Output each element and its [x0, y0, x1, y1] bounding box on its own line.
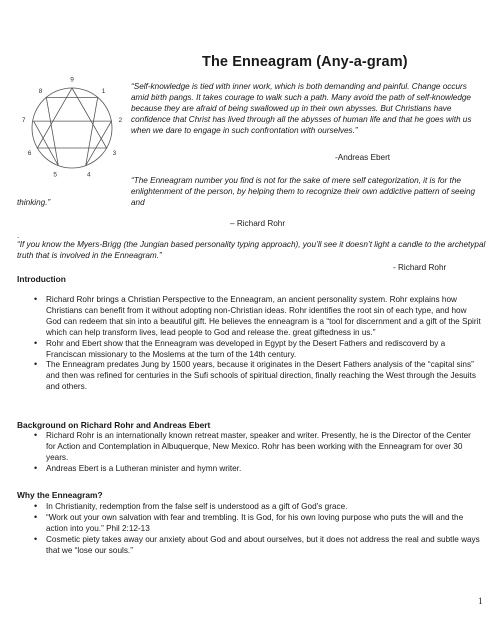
bullet-icon: •	[34, 359, 38, 370]
list-item	[34, 535, 482, 557]
quote-attribution-ebert: -Andreas Ebert	[335, 153, 391, 162]
bullet-icon: •	[34, 511, 38, 522]
bullet-icon: •	[34, 430, 38, 440]
list-item	[34, 431, 482, 464]
background-list	[34, 431, 482, 475]
quote-ebert: “Self-knowledge is tied with inner work, which is both demanding and painful. Change occurs amid birth pangs. It takes courage to walk such a path. Many avoid the path of self-knowledge because they are afraid of being swallowed up in their own abysses. But Christians have confidence that Christ has lived through all the abysses of human life and that he goes with us when we dare to engage in such confrontation with ourselves.”	[131, 82, 472, 135]
list-item	[34, 295, 482, 339]
list-item	[34, 513, 482, 535]
list-item-text: Rohr and Ebert show that the Enneagram was developed in Egypt by the Desert Fathers and rediscoverd by a Franciscan missionary to the Moslems at the turn of the 14th century.	[46, 338, 446, 359]
bullet-icon: •	[34, 337, 38, 348]
enneagram-circle	[32, 88, 112, 168]
enneagram-point-label: 5	[53, 171, 58, 179]
why-list	[34, 502, 482, 557]
quote-attribution-rohr-1: – Richard Rohr	[230, 219, 286, 228]
enneagram-point-label: 9	[70, 76, 74, 84]
list-item-text: Andreas Ebert is a Lutheran minister and hymn writer.	[46, 463, 242, 473]
list-item-text: Richard Rohr is an internationally known retreat master, speaker and writer. Presently, he is the Director of the Center for Action and Contemplation in Albuquerque, New Mexico. Rohr has been working with the Enneagram for over 30 years.	[46, 431, 471, 462]
section-heading-background: Background on Richard Rohr and Andreas Ebert	[17, 420, 211, 430]
quote-rohr-1-part2: thinking.”	[17, 198, 51, 207]
stray-dot: .	[17, 231, 20, 240]
list-item	[34, 502, 482, 513]
introduction-list	[34, 295, 482, 393]
bullet-icon: •	[34, 462, 38, 473]
list-item	[34, 339, 482, 361]
list-item	[34, 464, 482, 475]
enneagram-point-label: 6	[27, 150, 32, 157]
list-item-text: In Christianity, redemption from the false self is understood as a gift of God’s grace.	[46, 502, 348, 511]
page-number: 1	[478, 596, 483, 606]
enneagram-point-label: 3	[112, 150, 117, 157]
enneagram-point-label: 7	[21, 117, 26, 124]
enneagram-diagram	[17, 74, 125, 180]
quote-rohr-2: “If you know the Myers-Brigg (the Jungian based personality typing approach), you’ll see it doesn’t light a candle to the archetypal truth that is involved in the Enneagram.”	[17, 240, 486, 260]
quote-rohr-1-part1: “The Enneagram number you find is not for the sake of mere self categorization, it is for the enlightenment of the person, by helping them to recognize their own addictive pattern of seeing and	[131, 176, 476, 207]
bullet-icon: •	[34, 501, 38, 511]
quote-attribution-rohr-2: - Richard Rohr	[393, 263, 447, 272]
list-item-text: “Work out your own salvation with fear and trembling. It is God, for his own loving purpose who puts the will and the action into you.” Phil 2:12-13	[46, 512, 464, 533]
enneagram-point-label: 1	[101, 88, 106, 95]
list-item-text: Richard Rohr brings a Christian Perspective to the Enneagram, an ancient personality system. Rohr explains how Christians can benefit from it without adopting non-Christian ideas. Rohr identifies the root sin of each type, and how God can redeem that sin into a beautiful gift. He believes the enneagram is a “tool for discernment and a gift of the Spirit which can help transform lives, lead people to God and release the. great giftedness in us.”	[46, 295, 481, 337]
enneagram-point-label: 4	[86, 171, 91, 179]
enneagram-point-label: 2	[118, 117, 123, 124]
list-item-text: Cosmetic piety takes away our anxiety about God and about ourselves, but it does not address the real and subtle ways that we “lose our souls.”	[46, 534, 480, 555]
list-item	[34, 360, 482, 393]
list-item-text: The Enneagram predates Jung by 1500 years, because it originates in the Desert Fathers analysis of the “capital sins” and then was refined for centuries in the Sufi schools of spiritual direction, finally reaching the West through the Jesuits and others.	[46, 360, 476, 392]
section-heading-introduction: Introduction	[17, 274, 66, 284]
bullet-icon: •	[34, 294, 38, 304]
enneagram-hexad	[34, 97, 112, 165]
page-title: The Enneagram (Any-a-gram)	[202, 54, 408, 70]
enneagram-point-label: 8	[38, 88, 43, 95]
section-heading-why: Why the Enneagram?	[17, 490, 103, 500]
bullet-icon: •	[34, 533, 38, 544]
